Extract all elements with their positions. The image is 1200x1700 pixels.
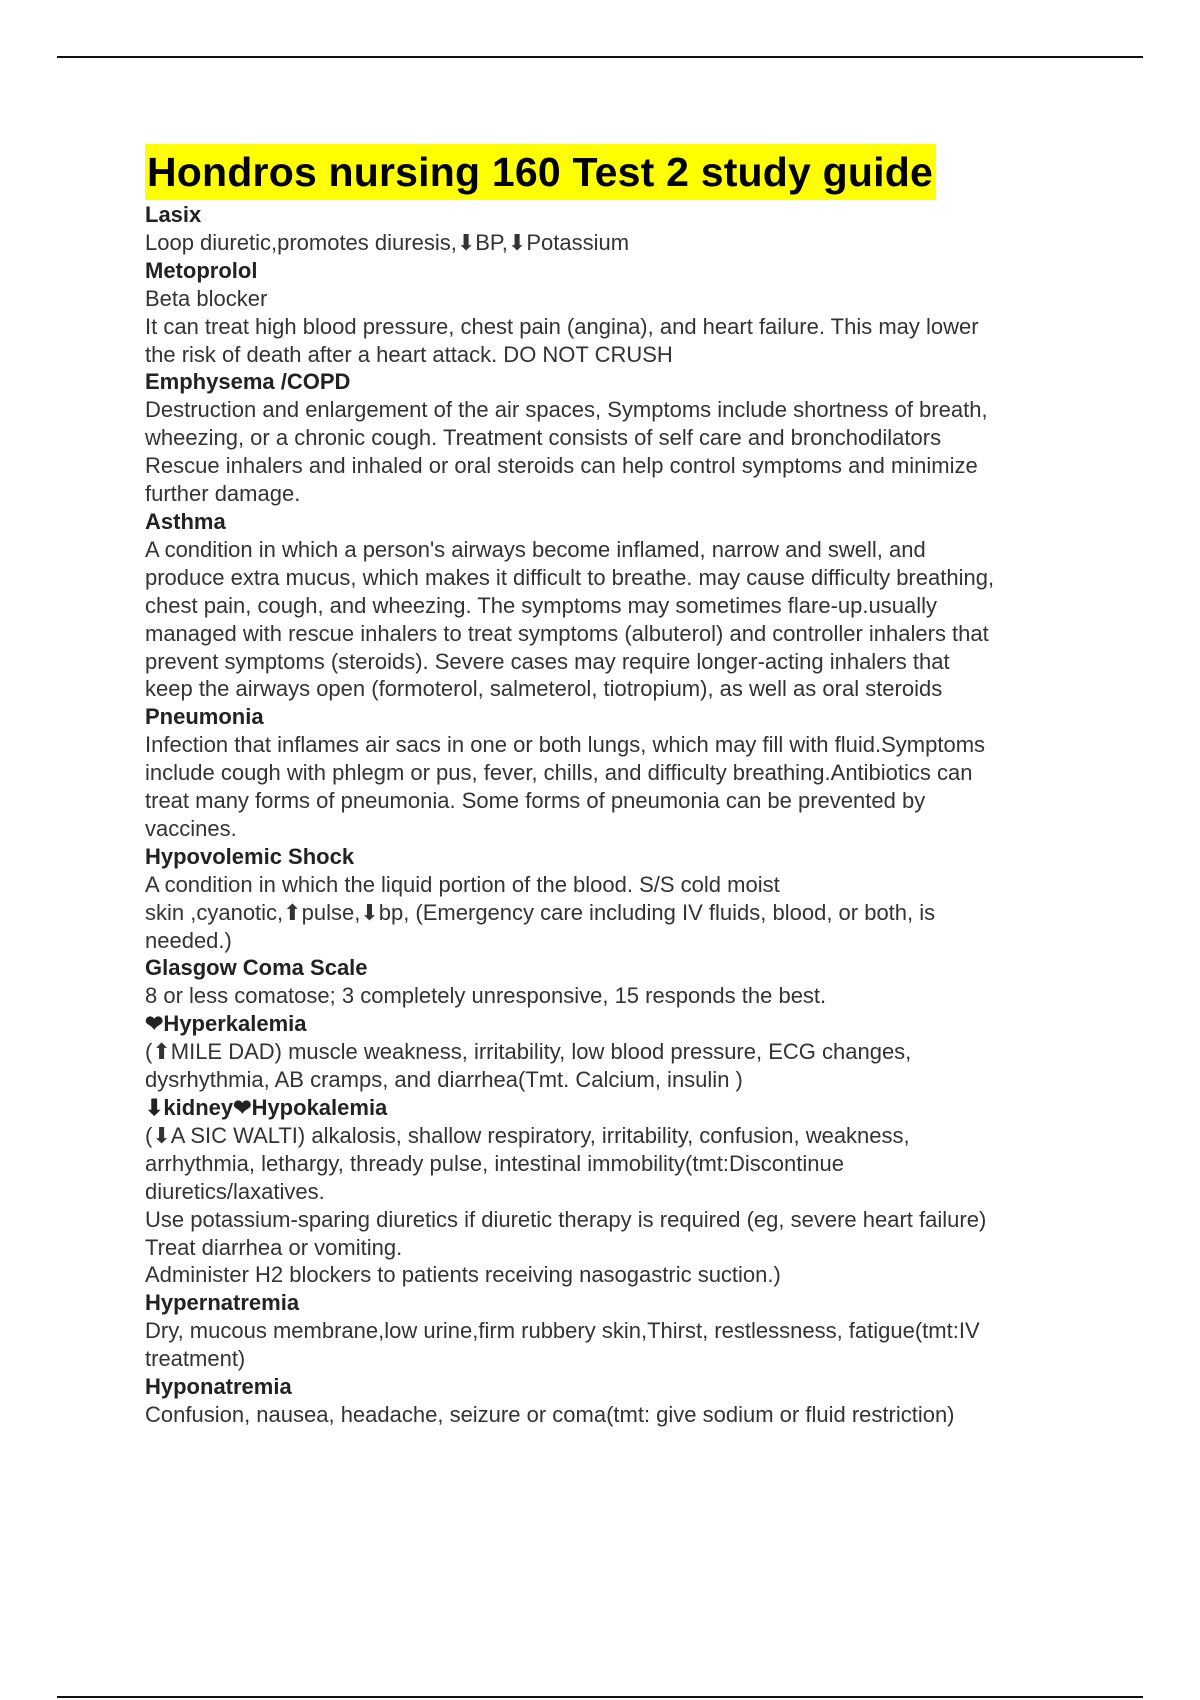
entry-term: Hyponatremia: [145, 1374, 292, 1400]
entry-term: Metoprolol: [145, 257, 258, 283]
entry-pneumonia: [145, 703, 1105, 843]
entry-definition: 8 or less comatose; 3 completely unresponsive, 15 responds the best.: [145, 983, 827, 1009]
entry-term: Hypovolemic Shock: [145, 843, 355, 869]
entry-definition: Dry, mucous membrane,low urine,firm rubbery skin,Thirst, restlessness, fatigue(tmt:IV treatment): [145, 1318, 980, 1372]
entry-definition: A condition in which the liquid portion of the blood. S/S cold moist skin ,cyanotic,⬆pulse,⬇bp, (Emergency care including IV fluids, blood, or both, is needed.): [145, 871, 936, 953]
bottom-divider-line: [57, 1696, 1143, 1698]
document-title: Hondros nursing 160 Test 2 study guide: [145, 144, 936, 200]
entry-hyperkalemia: [145, 1010, 1105, 1094]
entry-term: Hypernatremia: [145, 1290, 300, 1316]
entry-definition: Confusion, nausea, headache, seizure or coma(tmt: give sodium or fluid restriction): [145, 1401, 955, 1427]
entry-hypernatremia: [145, 1289, 1105, 1373]
entry-term: Glasgow Coma Scale: [145, 955, 368, 981]
title-row: [145, 144, 1105, 200]
entry-term: ⬇kidney❤Hypokalemia: [145, 1095, 388, 1120]
entry-definition: Destruction and enlargement of the air spaces, Symptoms include shortness of breath, wheezing, or a chronic cough. Treatment consists of self care and bronchodilators Rescue inhalers and inhaled or oral steroids can help control symptoms and minimize further damage.: [145, 397, 988, 507]
entry-lasix: [145, 201, 1105, 257]
entry-metoprolol: [145, 257, 1105, 369]
entry-emphysema-copd: [145, 368, 1105, 508]
entry-term: Asthma: [145, 508, 226, 534]
entry-term: Pneumonia: [145, 704, 264, 730]
entry-definition: (⬆MILE DAD) muscle weakness, irritability, low blood pressure, ECG changes, dysrhythmia, AB cramps, and diarrhea(Tmt. Calcium, insulin ): [145, 1039, 912, 1093]
entry-definition: Infection that inflames air sacs in one or both lungs, which may fill with fluid.Symptoms include cough with phlegm or pus, fever, chills, and difficulty breathing.Antibiotics can treat many forms of pneumonia. Some forms of pneumonia can be prevented by vaccines.: [145, 732, 986, 841]
top-divider-line: [57, 56, 1143, 58]
entry-term: Emphysema /COPD: [145, 369, 351, 395]
entry-definition: (⬇A SIC WALTI) alkalosis, shallow respiratory, irritability, confusion, weakness, arrhythmia, lethargy, thready pulse, intestinal immobility(tmt:Discontinue diuretics/laxatives. Use potassium-sparing diuretics if diuretic therapy is required (eg, severe heart failure) Treat diarrhea or vomiting. Administer H2 blockers to patients receiving nasogastric suction.): [145, 1122, 987, 1288]
entry-definition: Beta blocker It can treat high blood pressure, chest pain (angina), and heart failure. This may lower the risk of death after a heart attack. DO NOT CRUSH: [145, 285, 979, 367]
entry-definition: A condition in which a person's airways become inflamed, narrow and swell, and produce extra mucus, which makes it difficult to breathe. may cause difficulty breathing, chest pain, cough, and wheezing. The symptoms may sometimes flare-up.usually managed with rescue inhalers to treat symptoms (albuterol) and controller inhalers that prevent symptoms (steroids). Severe cases may require longer-acting inhalers that keep the airways open (formoterol, salmeterol, tiotropium), as well as oral steroids: [145, 536, 995, 702]
entry-hypokalemia: [145, 1094, 1105, 1289]
entry-definition: Loop diuretic,promotes diuresis,⬇BP,⬇Potassium: [145, 229, 630, 255]
entry-term: ❤Hyperkalemia: [145, 1011, 307, 1037]
entry-hyponatremia: [145, 1373, 1105, 1429]
entry-hypovolemic-shock: [145, 843, 1105, 955]
study-guide-content: [145, 144, 1105, 1429]
entry-term: Lasix: [145, 202, 202, 227]
entry-glasgow-coma-scale: [145, 954, 1105, 1010]
entry-asthma: [145, 508, 1105, 703]
